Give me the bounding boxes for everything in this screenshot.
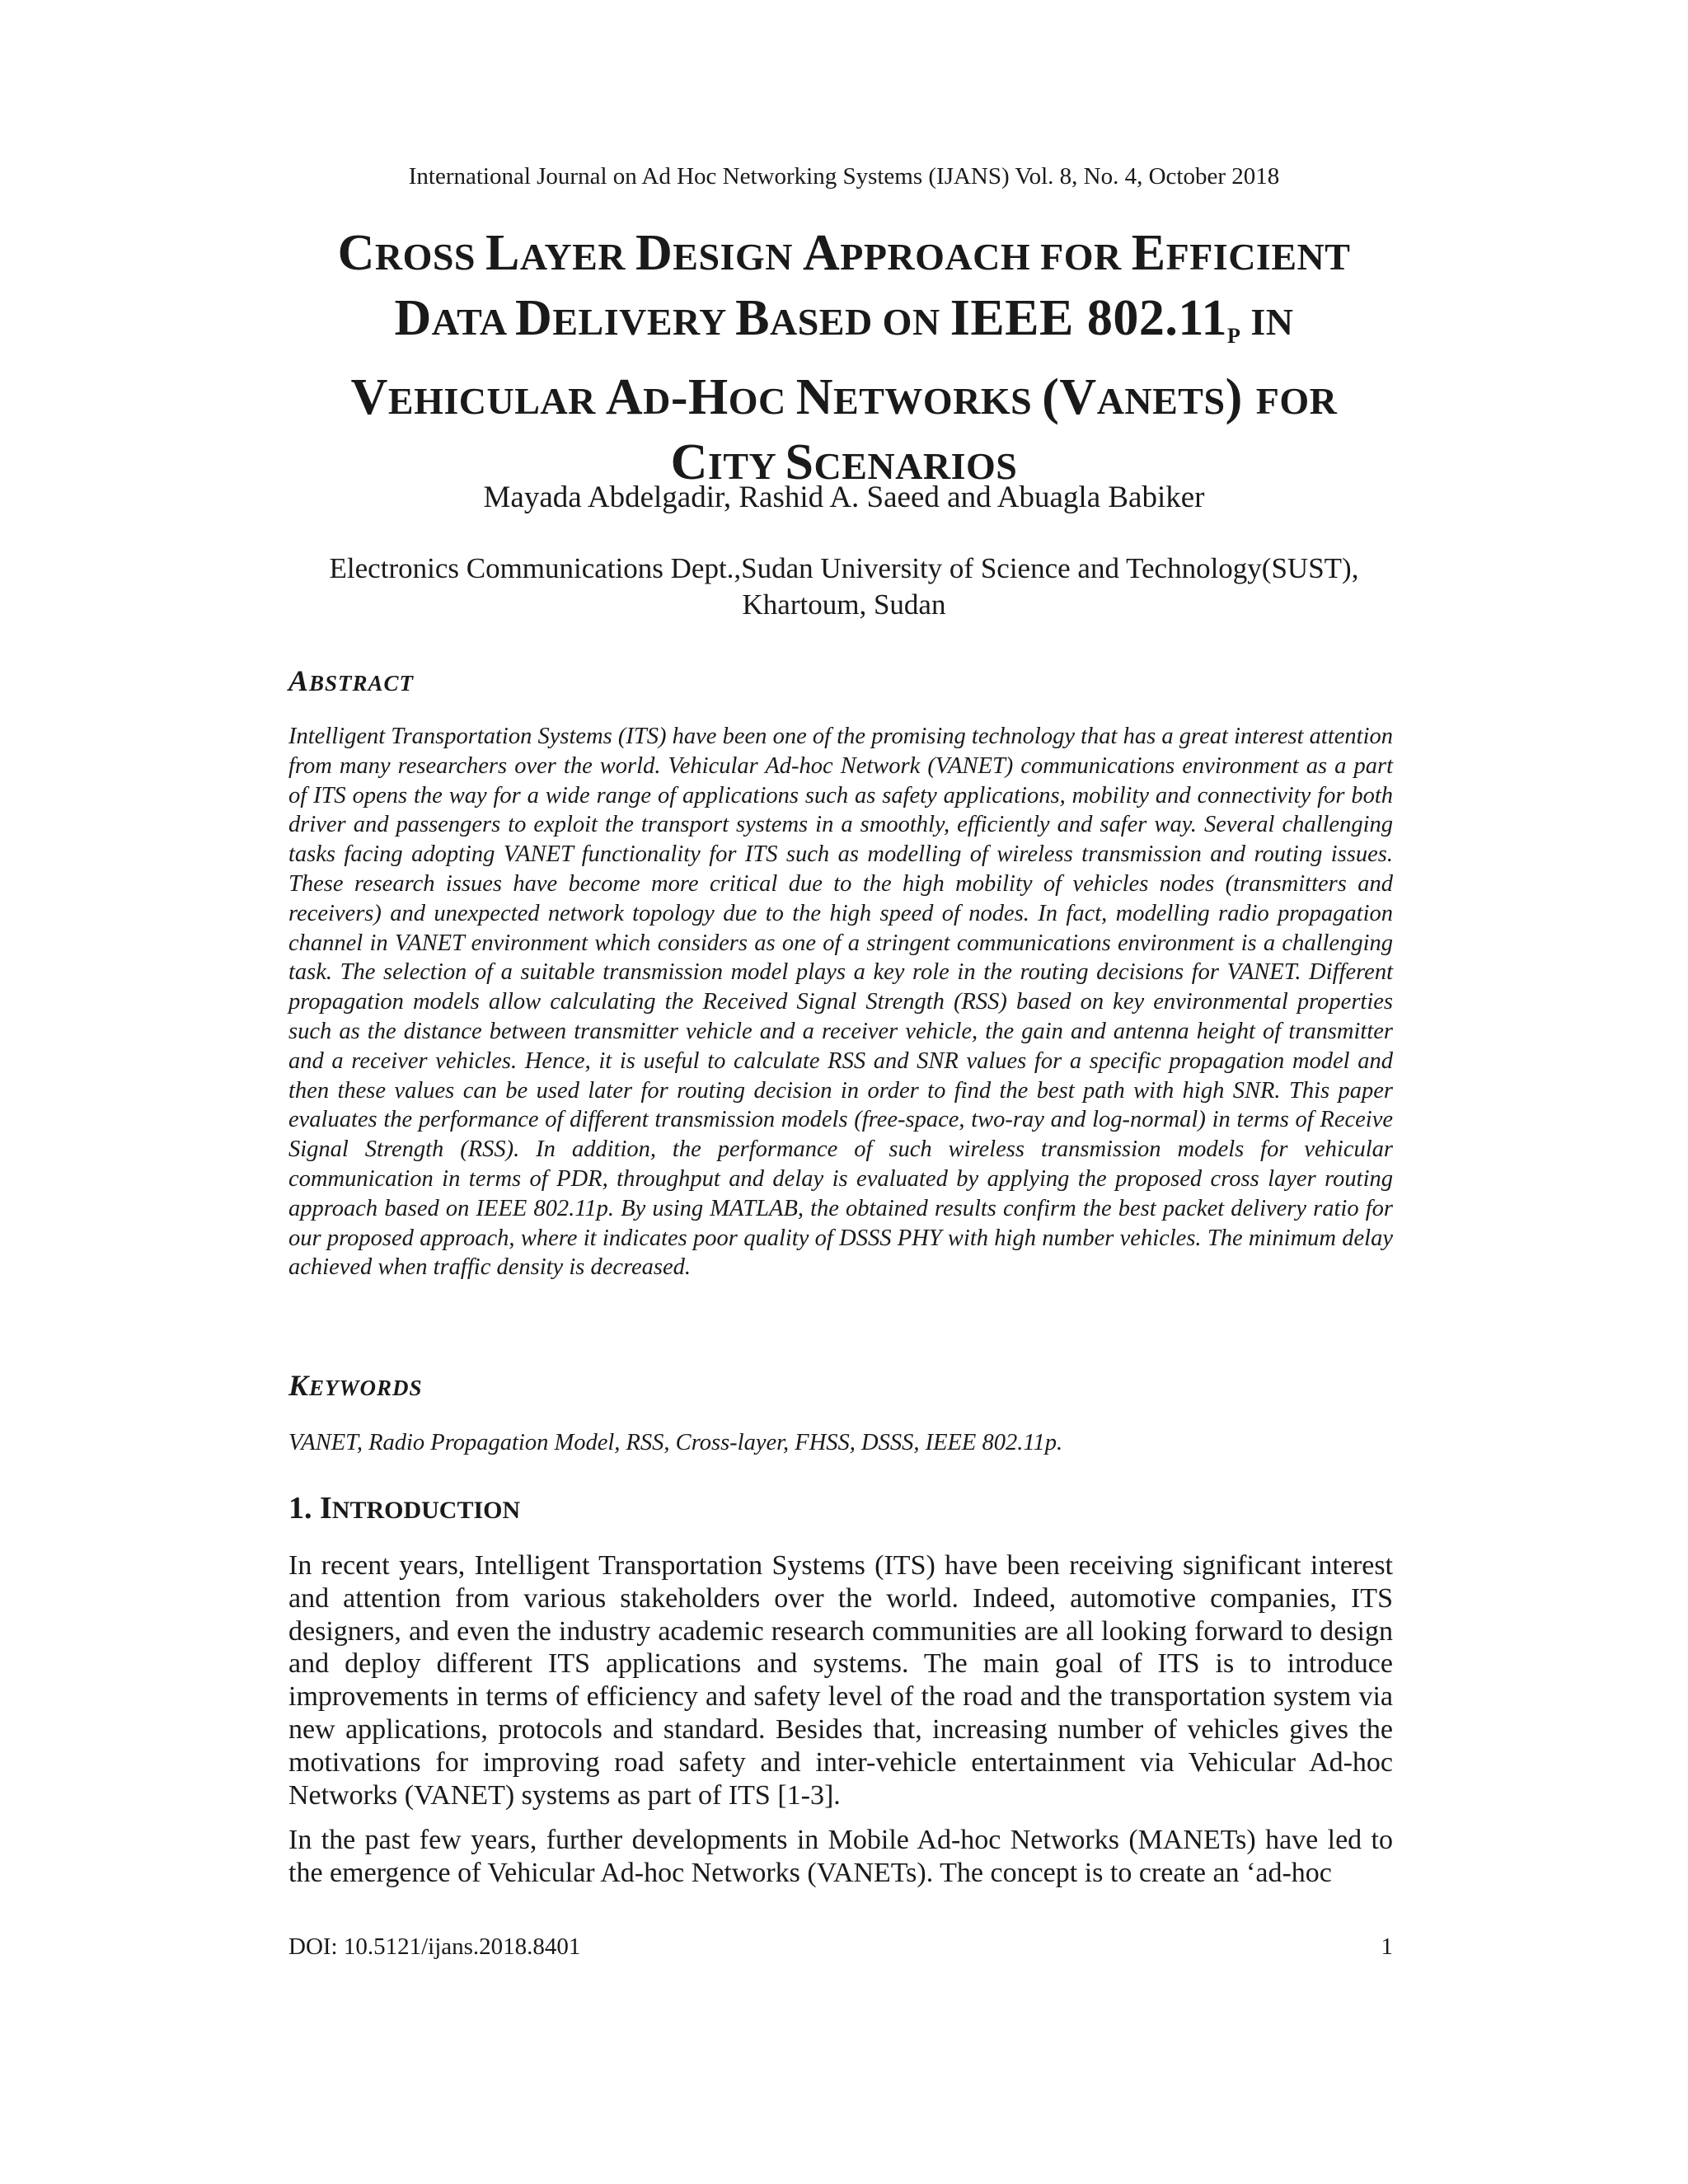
heading-text: EYWORDS [309,1376,423,1400]
abstract-body: Intelligent Transportation Systems (ITS) have been one of the promising technology that has a great interest attention from many researchers over the world. Vehicular Ad-hoc Network (VANET) communications environment as a part of ITS opens the way for a wide range of applications such as safety applications, mobility and connectivity for both driver and passengers to exploit the transport systems in a smoothly, efficiently and safer way. Several challenging tasks facing adopting VANET functionality for ITS such as modelling of wireless transmission and routing issues. These research issues have become more critical due to the high mobility of vehicles nodes (transmitters and receivers) and unexpected network topology due to the high speed of nodes. In fact, modelling radio propagation channel in VANET environment which considers as one of a stringent communications environment is a challenging task. The selection of a suitable transmission model plays a key role in the routing decisions for VANET. Different propagation models allow calculating the Received Signal Strength (RSS) based on key environmental properties such as the distance between transmitter vehicle and a receiver vehicle, the gain and antenna height of transmitter and a receiver vehicles. Hence, it is useful to calculate RSS and SNR values for a specific propagation model and then these values can be used later for routing decision in order to find the best path with high SNR. This paper evaluates the performance of different transmission models (free-space, two-ray and log-normal) in terms of Receive Signal Strength (RSS). In addition, the performance of such wireless transmission models for vehicular communication in terms of PDR, throughput and delay is evaluated by applying the proposed cross layer routing approach based on IEEE 802.11p. By using MATLAB, the obtained results confirm the best packet delivery ratio for our proposed approach, where it indicates poor quality of DSSS PHY with high number vehicles. The minimum delay achieved when traffic density is decreased. [288,724,1393,1281]
title-subscript: P [1226,324,1241,348]
title-text: OC [728,380,796,422]
title-line-3 [165,367,1523,432]
affiliation-line-2: Khartoum, Sudan [742,588,946,621]
title-text: S [785,434,814,490]
heading-text: BSTRACT [309,671,415,696]
title-text: C [670,434,708,490]
title-text: ASED ON [769,301,950,343]
title-text: ANETS [1096,380,1226,422]
title-text: ESIGN [673,236,803,278]
title-text: ITY [707,445,785,487]
title-text: ATA [431,301,516,343]
title-text: V [350,369,388,425]
title-text: N [795,369,834,425]
title-text: (V [1042,369,1097,425]
heading-text: 1. I [288,1491,332,1526]
title-text: A [802,225,841,281]
page-number: 1 [1381,1933,1393,1960]
title-text: D [635,225,673,281]
abstract-heading [288,663,414,698]
title-text: D [394,290,432,346]
title-text: FOR [1255,380,1338,422]
title-text: IN [1240,301,1294,343]
keywords-heading [288,1368,423,1403]
title-text: C [337,225,375,281]
heading-text: K [288,1369,310,1402]
title-text: B [735,290,770,346]
keywords-body: VANET, Radio Propagation Model, RSS, Cross-layer, FHSS, DSSS, IEEE 802.11p. [288,1430,1063,1455]
footer-doi: DOI: 10.5121/ijans.2018.8401 [288,1933,581,1960]
title-text: FFICIENT [1165,236,1351,278]
affiliation [247,551,1441,623]
title-text: PPROACH FOR [840,236,1132,278]
paper-title [165,223,1523,497]
title-text: CENARIOS [814,445,1018,487]
title-text: ELIVERY [552,301,736,343]
title-text: E [1131,225,1166,281]
title-text: D [515,290,553,346]
author-list: Mayada Abdelgadir, Rashid A. Saeed and Abuagla Babiker [483,480,1205,514]
heading-text: A [288,664,310,697]
title-text: ROSS [374,236,486,278]
affiliation-line-1: Electronics Communications Dept.,Sudan University of Science and Technology(SUST), [329,552,1359,584]
title-text: EHICULAR [387,380,606,422]
introduction-heading [288,1490,520,1526]
title-text: A [605,369,644,425]
title-text: AYER [519,236,635,278]
title-line-1 [165,223,1523,288]
introduction-paragraph-2: In the past few years, further developments in Mobile Ad-hoc Networks (MANETs) have led to the emergence of Vehicular Ad-hoc Networks (VANETs). The concept is to create an ‘ad-hoc [288,1825,1393,1888]
title-text: L [485,225,520,281]
running-header: International Journal on Ad Hoc Networking Systems (IJANS) Vol. 8, No. 4, October 2018 [408,163,1280,190]
introduction-paragraph-1: In recent years, Intelligent Transportation Systems (ITS) have been receiving significant interest and attention from various stakeholders over the world. Indeed, automotive companies, ITS designers, and even the industry academic research communities are all looking forward to design and deploy different ITS applications and systems. The main goal of ITS is to introduce improvements in terms of efficiency and safety level of the road and the transportation system via new applications, protocols and standard. Besides that, increasing number of vehicles gives the motivations for improving road safety and inter-vehicle entertainment via Vehicular Ad-hoc Networks (VANET) systems as part of ITS [1-3]. [288,1550,1393,1811]
title-text: D [643,380,671,422]
heading-text: NTRODUCTION [331,1497,521,1524]
title-text: ETWORKS [833,380,1043,422]
title-text: IEEE 802.11 [950,290,1227,346]
title-text: ) [1225,369,1256,425]
title-line-2 [165,288,1523,367]
title-text: -H [670,369,729,425]
